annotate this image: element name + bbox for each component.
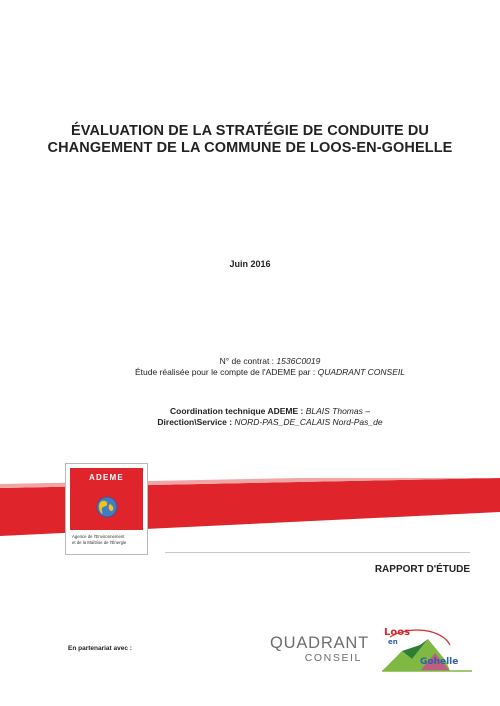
loos-logo-text-2: en — [388, 638, 398, 646]
realisation-company: QUADRANT CONSEIL — [317, 367, 405, 377]
contract-label: N° de contrat : — [219, 356, 277, 366]
direction-value: NORD-PAS_DE_CALAIS Nord-Pas_de — [234, 417, 383, 427]
loos-en-gohelle-logo — [380, 627, 475, 675]
coordination-person: BLAIS Thomas – — [305, 406, 370, 416]
title-line-1: ÉVALUATION DE LA STRATÉGIE DE CONDUITE DU — [70, 123, 429, 139]
partner-label: En partenariat avec : — [68, 645, 132, 652]
realisation-line — [40, 367, 500, 378]
contract-number: 1536C0019 — [276, 356, 321, 366]
report-divider — [165, 552, 470, 553]
loos-logo-text-3: Gohelle — [420, 657, 459, 667]
loos-logo-text-1: Loos — [384, 627, 411, 638]
quadrant-conseil-logo — [270, 634, 369, 664]
ademe-wordmark: ADEME — [89, 473, 124, 482]
direction-label: Direction\Service : — [157, 417, 235, 427]
quadrant-logo-line-1: QUADRANT — [270, 634, 369, 652]
ademe-logo-red-block — [70, 468, 143, 530]
title-line-2: CHANGEMENT DE LA COMMUNE DE LOOS-EN-GOHELLE — [47, 140, 453, 156]
coordination-line — [40, 406, 500, 417]
publication-date: Juin 2016 — [229, 259, 271, 269]
coordination-block — [40, 406, 500, 428]
globe-icon — [96, 496, 118, 518]
ademe-caption-line-1: Agence de l'Environnement — [72, 534, 125, 539]
report-title — [20, 123, 480, 157]
ademe-caption-line-2: et de la Maîtrise de l'Énergie — [72, 540, 127, 545]
report-type-label: RAPPORT D'ÉTUDE — [374, 564, 470, 575]
contract-number-line — [40, 356, 500, 367]
quadrant-logo-line-2: CONSEIL — [304, 652, 362, 664]
ademe-logo — [65, 463, 148, 555]
ademe-caption — [72, 534, 144, 546]
contract-block — [40, 356, 500, 378]
direction-line — [40, 417, 500, 428]
realisation-label: Étude réalisée pour le compte de l'ADEME par : — [135, 367, 318, 377]
coordination-label: Coordination technique ADEME : — [170, 406, 306, 416]
